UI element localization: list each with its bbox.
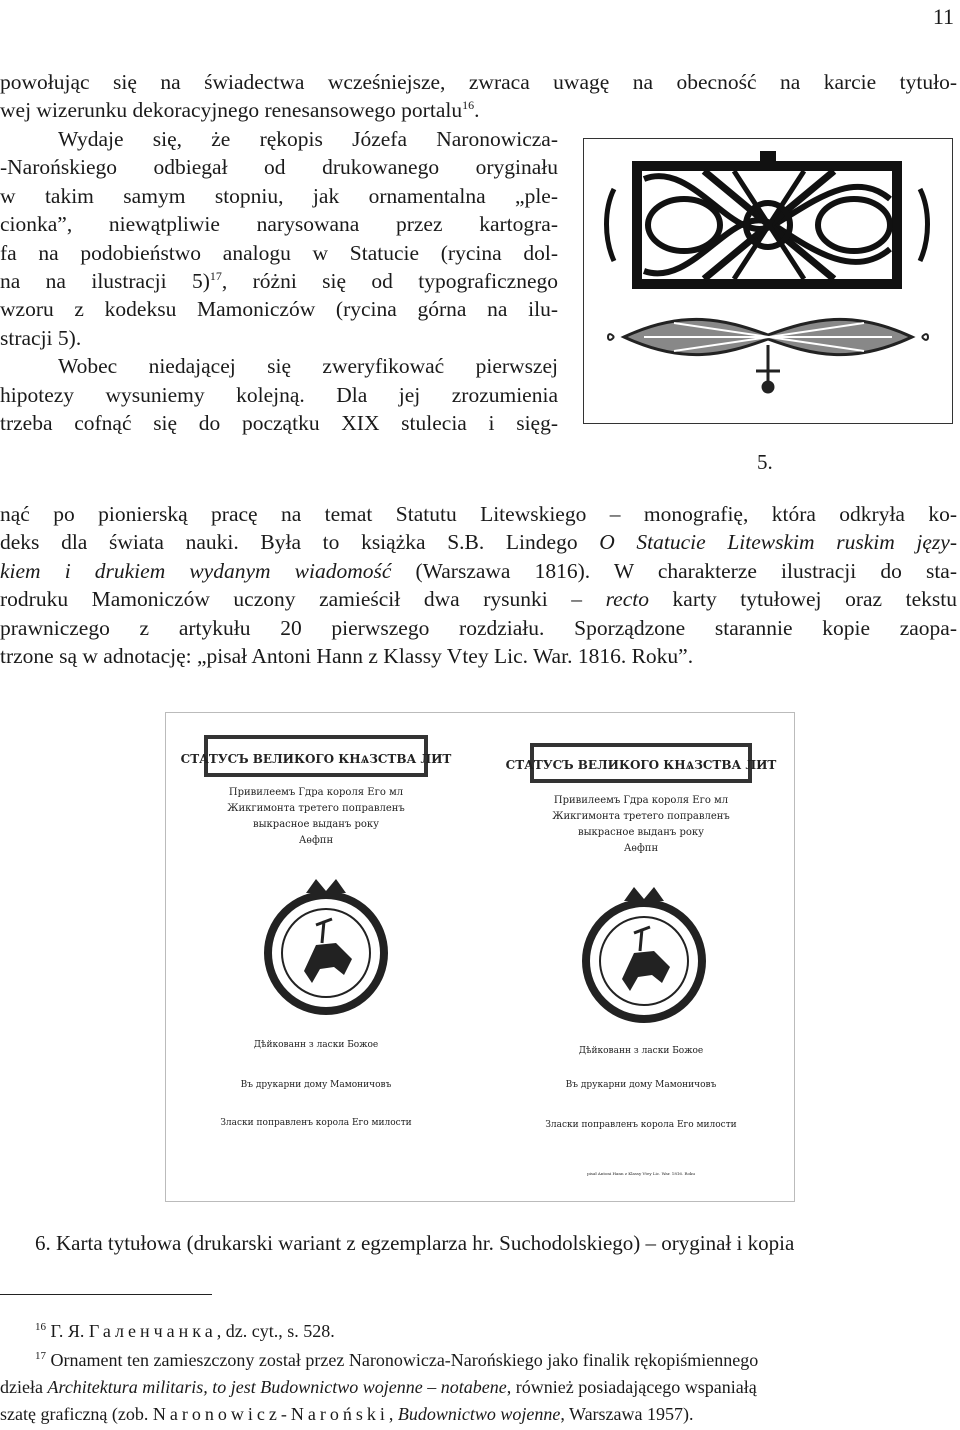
- footnote-line: $^{17}$ Ornament ten zamieszczony został przez Naronowicza-Narońskiego jako finalik rękopiśmiennego: [35, 1350, 759, 1370]
- text-line: na na ilustracji 5)$^{17}$, różni się od typograficznego: [0, 268, 558, 293]
- title-pages-illustration: [166, 713, 794, 1201]
- text-line: Wobec niedającej się zweryfikować pierwszej: [58, 354, 558, 379]
- ornament-finial: [608, 319, 928, 393]
- svg-text:Жикгимонта третего поправленъ: Жикгимонта третего поправленъ: [552, 811, 730, 822]
- page-number: 11: [932, 4, 954, 29]
- text-line: hipotezy wysuniemy kolejną. Dla jej zrozumienia: [0, 382, 558, 407]
- text-line: trzone są w adnotację: „pisał Antoni Hann z Klassy Vtey Lic. War. 1816. Roku”.: [0, 643, 694, 668]
- text-line: deks dla świata nauki. Była to książka S.B. Lindego O Statucie Litewskim ruskim języ-: [0, 530, 957, 555]
- book-title: kiem i drukiem wydanym wiadomość: [0, 558, 392, 583]
- figure-5-label: 5.: [757, 450, 773, 474]
- svg-text:Въ друкарни дому Мамоничовъ: Въ друкарни дому Мамоничовъ: [240, 1080, 392, 1090]
- text-line: Wydaje się, że rękopis Józefa Naronowicza-: [58, 127, 558, 151]
- title-page-original: [181, 735, 452, 1128]
- footnote-ref-16[interactable]: 16: [462, 98, 475, 113]
- svg-text:Привилеемъ Гдра короля Его мл: Привилеемъ Гдра короля Его мл: [228, 787, 404, 798]
- footnote-separator: [0, 1294, 212, 1295]
- text-line: fa na podobieństwo analogu w Statucie (rycina dol-: [0, 240, 558, 265]
- svg-text:Жикгимонта третего поправленъ: Жикгимонта третего поправленъ: [227, 803, 405, 814]
- coat-of-arms-pogon: [586, 887, 702, 1019]
- copy-annotation: pisał Antoni Hann z Klassy Vtey Lic. War. 1816. Roku: [587, 1171, 695, 1176]
- text-line: kiem i drukiem wydanym wiadomość (Warszawa 1816). W charakterze ilustracji do sta-: [0, 558, 957, 583]
- text-line: -Narońskiego odbiegał od drukowanego oryginału: [0, 155, 558, 180]
- footnote-ref-17[interactable]: 17: [209, 268, 222, 283]
- svg-text:выкрасное выданъ року: выкрасное выданъ року: [577, 827, 705, 838]
- book-title: O Statucie Litewskim ruskim języ-: [599, 530, 957, 555]
- svg-text:Зласки поправленъ корола Его м: Зласки поправленъ корола Его милости: [220, 1118, 412, 1128]
- svg-text:Дѣйкованн з ласки Божое: Дѣйкованн з ласки Божое: [253, 1040, 379, 1050]
- text-line: trzeba cofnąć się do początku XIX stulecia i sięg-: [0, 410, 558, 435]
- text-line: wzoru z kodeksu Mamoniczów (rycina górna na ilu-: [0, 297, 558, 322]
- text-line: rodruku Mamoniczów uczony zamieścił dwa rysunki – recto karty tytułowej oraz tekstu: [0, 587, 957, 612]
- svg-text:Зласки поправленъ корола Его м: Зласки поправленъ корола Его милости: [545, 1120, 737, 1130]
- text-line: nąć po pionierską pracę na temat Statutu Litewskiego – monografię, która odkryła ko-: [0, 502, 957, 526]
- svg-text:Привилеемъ Гдра короля Его мл: Привилеемъ Гдра короля Его мл: [553, 795, 729, 806]
- ornament-woodcut: [607, 151, 928, 289]
- title-page-copy: [506, 743, 777, 1176]
- page-title-text: СТАТУСЪ ВЕЛИКОГО КНѦЗСТВА ЛИТ: [505, 758, 777, 772]
- svg-text:выкрасное выданъ року: выкрасное выданъ року: [252, 819, 380, 830]
- text-line: wej wizerunku dekoracyjnego renesansowego portalu$^{16}$.: [0, 98, 480, 123]
- svg-text:Аѳфпн: Аѳфпн: [623, 843, 659, 854]
- footnote-16: $^{16}$ Г. Я. Галенчанка, dz. cyt., s. 528.: [35, 1321, 335, 1341]
- ornament-illustration: [584, 139, 951, 422]
- page-title-text: СТАТУСЪ ВЕЛИКОГО КНѦЗСТВА ЛИТ: [180, 752, 452, 766]
- text-line: cionka”, niewątpliwie narysowana przez kartogra-: [0, 212, 558, 237]
- svg-text:Дѣйкованн з ласки Божое: Дѣйкованн з ласки Божое: [578, 1046, 704, 1056]
- figure-6-title-pages: [165, 712, 795, 1202]
- text-line: w takim samym stopniu, jak ornamentalna „ple-: [0, 183, 558, 208]
- footnote-line: dzieła Architektura militaris, to jest Budownictwo wojenne – notabene, również posiadającego wspaniałą: [0, 1377, 757, 1397]
- coat-of-arms-pogon: [268, 879, 384, 1011]
- figure-5-ornaments: [583, 138, 953, 424]
- text-line: prawniczego z artykułu 20 pierwszego rozdziału. Sporządzone starannie kopie zaopa-: [0, 615, 957, 640]
- footnote-line: szatę graficzną (zob. Naronowicz-Naroński, Budownictwo wojenne, Warszawa 1957).: [0, 1404, 694, 1424]
- intro-paragraph: [0, 68, 957, 125]
- footnote-17: [0, 1347, 957, 1428]
- paragraph-linde: [0, 500, 957, 670]
- svg-text:Аѳфпн: Аѳфпн: [298, 835, 334, 846]
- text-line: stracji 5).: [0, 325, 82, 350]
- paragraph-naronski: [0, 125, 558, 437]
- svg-text:Въ друкарни дому Мамоничовъ: Въ друкарни дому Мамоничовъ: [565, 1080, 717, 1090]
- text-line: powołując się na świadectwa wcześniejsze, zwraca uwagę na obecność na karcie tytuło-: [0, 70, 957, 94]
- figure-6-caption: 6. Karta tytułowa (drukarski wariant z egzemplarza hr. Suchodolskiego) – oryginał i kopia: [35, 1231, 795, 1255]
